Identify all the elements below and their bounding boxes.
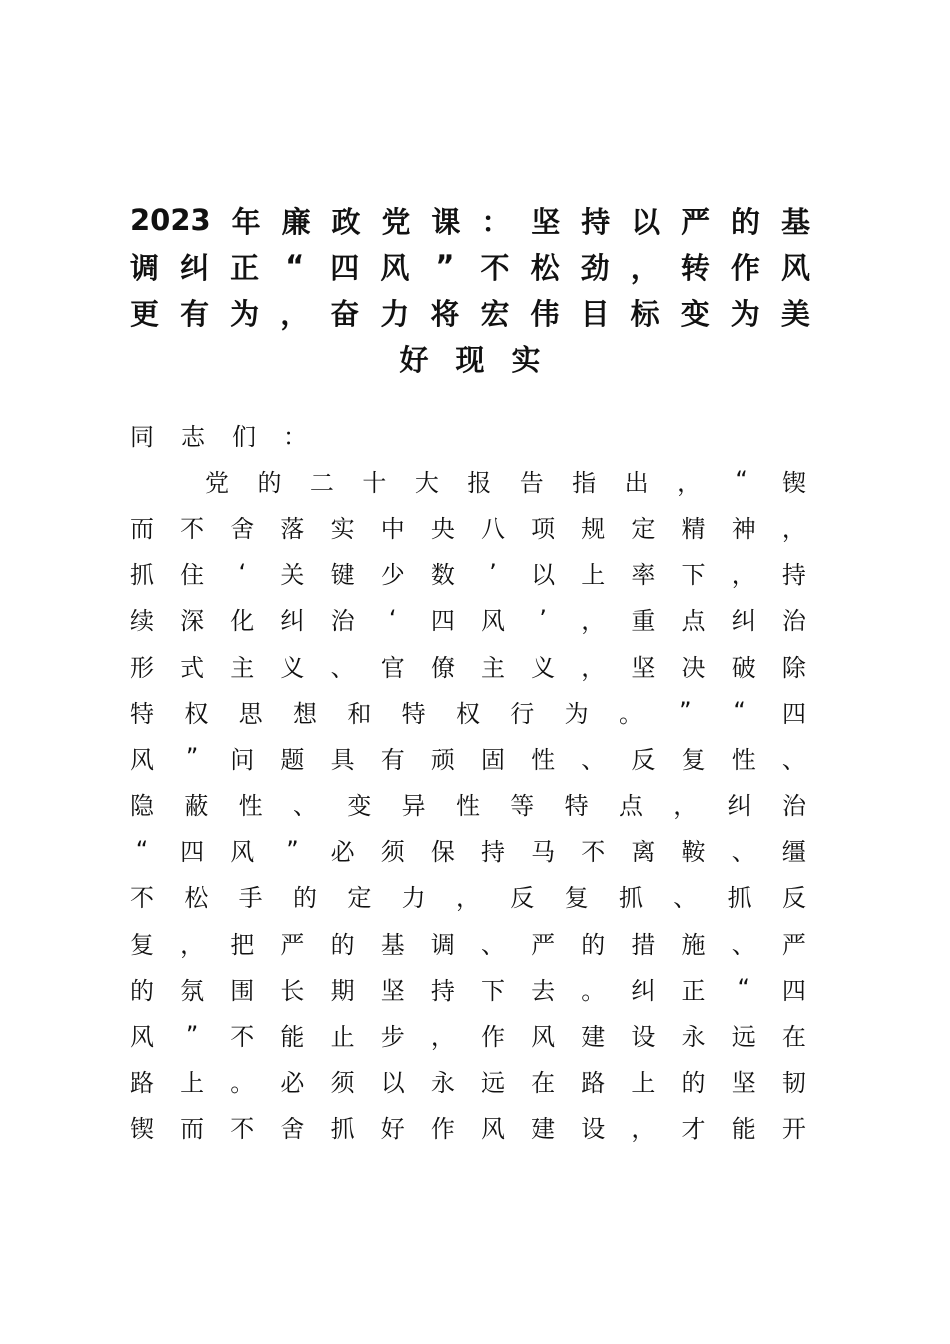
text-char: 须 [380, 838, 405, 867]
text-char: 蔽 [184, 792, 209, 821]
text-char: ’ [539, 604, 547, 633]
text-char: 围 [230, 976, 255, 1005]
text-char: 去 [531, 976, 556, 1005]
text-char: 、 [731, 930, 756, 959]
text-char: 舍 [230, 514, 255, 543]
text-char: 马 [531, 838, 556, 867]
text-char: 能 [731, 1115, 756, 1144]
text-char: 主 [480, 653, 505, 682]
text-char: 党 [381, 204, 411, 239]
text-char: 破 [731, 653, 756, 682]
text-char: 永 [430, 1069, 455, 1098]
text-char: 建 [531, 1115, 556, 1144]
text-char: 性 [731, 745, 756, 774]
text-char: 项 [531, 514, 556, 543]
text-char: 出 [624, 468, 649, 497]
text-char: 固 [480, 745, 505, 774]
text-char: 点 [681, 607, 706, 636]
text-char: 现 [455, 342, 485, 377]
text-char: ” [435, 249, 455, 283]
text-char: 才 [681, 1115, 706, 1144]
text-char: 风 [531, 1023, 556, 1052]
text-char: 而 [180, 1115, 205, 1144]
text-char: 在 [781, 1023, 806, 1052]
text-char: 持 [581, 204, 611, 239]
text-char: 主 [230, 653, 255, 682]
text-char: 的 [130, 976, 154, 1005]
text-char: 不 [230, 1023, 255, 1052]
text-char: 措 [631, 930, 656, 959]
text-char: 键 [330, 561, 355, 590]
text-char: 志 [181, 422, 205, 451]
text-char: 行 [510, 699, 535, 728]
text-char: 韧 [781, 1069, 806, 1098]
text-char: 。 [230, 1069, 255, 1098]
text-char: ， [581, 607, 606, 636]
text-char: 以 [380, 1069, 405, 1098]
text-char: 性 [455, 792, 480, 821]
document-body [130, 411, 806, 1150]
paragraph-line [130, 1104, 806, 1150]
text-char: 的 [681, 1069, 706, 1098]
text-char: 2023 [130, 203, 211, 237]
text-char: 央 [430, 514, 455, 543]
text-char: 劲 [580, 250, 610, 285]
paragraph-line [130, 919, 806, 965]
text-char: 期 [330, 976, 355, 1005]
text-char: 坚 [380, 976, 405, 1005]
text-char: “ [135, 835, 149, 864]
text-char: 纠 [631, 976, 656, 1005]
text-char: 复 [681, 745, 706, 774]
text-char: 严 [531, 930, 556, 959]
text-char: 变 [680, 296, 710, 331]
text-char: 特 [401, 699, 426, 728]
paragraph-line [130, 457, 806, 503]
text-char: 持 [480, 838, 505, 867]
text-char: ， [455, 884, 480, 913]
text-char: 、 [581, 745, 606, 774]
paragraph-line [130, 1058, 806, 1104]
text-char: 不 [581, 838, 606, 867]
text-char: 政 [331, 204, 361, 239]
text-char: 缰 [781, 838, 806, 867]
text-char: ’ [489, 558, 497, 587]
text-char: 抓 [618, 884, 643, 913]
paragraph-line [130, 596, 806, 642]
text-char: 的 [731, 204, 761, 239]
text-char: 风 [380, 250, 410, 285]
text-char: 锲 [781, 468, 806, 497]
text-char: 严 [781, 930, 806, 959]
text-char: 正 [681, 976, 706, 1005]
text-char: 。 [581, 976, 606, 1005]
text-char: “ [735, 466, 748, 495]
text-char: 、 [781, 745, 806, 774]
title-line [130, 243, 810, 289]
text-char: 告 [519, 468, 544, 497]
text-char: 、 [673, 884, 698, 913]
text-char: 有 [380, 745, 405, 774]
text-char: 少 [380, 561, 405, 590]
text-char: 远 [480, 1069, 505, 1098]
text-char: 将 [430, 296, 460, 331]
text-char: 化 [230, 607, 255, 636]
text-char: 中 [380, 514, 405, 543]
text-char: 风 [780, 250, 810, 285]
text-char: 不 [480, 250, 510, 285]
text-char: 义 [531, 653, 556, 682]
text-char: 关 [280, 561, 305, 590]
text-char: 离 [631, 838, 656, 867]
text-char: 党 [205, 468, 229, 497]
salutation [130, 411, 806, 457]
text-char: 的 [581, 930, 606, 959]
text-char: 四 [180, 838, 205, 867]
text-char: 规 [581, 514, 606, 543]
text-char: ： [283, 422, 307, 451]
text-char: ” [185, 743, 199, 772]
text-char: 建 [581, 1023, 606, 1052]
text-char: ， [630, 250, 660, 285]
text-char: 作 [480, 1023, 505, 1052]
text-char: 式 [180, 653, 205, 682]
text-char: 鞍 [681, 838, 706, 867]
text-char: ， [631, 1115, 656, 1144]
text-char: 异 [401, 792, 426, 821]
document-title [130, 197, 810, 381]
text-char: 纠 [727, 792, 752, 821]
text-char: 标 [630, 296, 660, 331]
title-line [130, 197, 810, 243]
text-char: 设 [631, 1023, 656, 1052]
text-char: 的 [292, 884, 317, 913]
text-char: 实 [511, 342, 541, 377]
text-char: 定 [631, 514, 656, 543]
text-char: 纠 [280, 607, 305, 636]
text-char: ， [581, 653, 606, 682]
text-char: 反 [510, 884, 535, 913]
text-char: 风 [480, 1115, 505, 1144]
text-char: 权 [455, 699, 480, 728]
text-char: 坚 [731, 1069, 756, 1098]
text-char: 题 [280, 745, 305, 774]
text-char: 而 [130, 514, 154, 543]
text-char: 宏 [480, 296, 510, 331]
text-char: 基 [780, 204, 810, 239]
text-char: 报 [467, 468, 492, 497]
text-char: 下 [480, 976, 505, 1005]
text-char: 抓 [330, 1115, 355, 1144]
paragraph-line [130, 642, 806, 688]
text-char: 重 [631, 607, 656, 636]
text-char: 们 [232, 422, 256, 451]
text-char: 长 [280, 976, 305, 1005]
text-char: 止 [330, 1023, 355, 1052]
text-char: 四 [781, 976, 806, 1005]
text-char: 必 [280, 1069, 305, 1098]
text-char: 治 [781, 792, 806, 821]
paragraph-line [130, 1011, 806, 1057]
text-char: 开 [781, 1115, 806, 1144]
text-char: 持 [430, 976, 455, 1005]
text-char: 严 [280, 930, 305, 959]
text-char: ： [481, 204, 511, 239]
text-char: 上 [631, 1069, 656, 1098]
text-char: 好 [380, 1115, 405, 1144]
text-char: 治 [330, 607, 355, 636]
text-char: 思 [238, 699, 263, 728]
text-char: 严 [681, 204, 711, 239]
text-char: 好 [399, 342, 429, 377]
text-char: 四 [430, 607, 455, 636]
text-char: 能 [280, 1023, 305, 1052]
text-char: 基 [380, 930, 405, 959]
text-char: 手 [238, 884, 263, 913]
text-char: 风 [230, 838, 255, 867]
text-char: 课 [431, 204, 461, 239]
text-char: 隐 [130, 792, 154, 821]
text-char: 性 [531, 745, 556, 774]
paragraph-line [130, 734, 806, 780]
text-char: 决 [681, 653, 706, 682]
text-char: 抓 [130, 561, 154, 590]
text-char: 反 [781, 884, 806, 913]
text-char: 更 [130, 296, 160, 331]
text-char: 不 [130, 884, 154, 913]
text-char: 作 [730, 250, 760, 285]
text-char: 路 [130, 1069, 154, 1098]
text-char: ” [286, 835, 299, 864]
text-char: 义 [280, 653, 305, 682]
text-char: 顽 [430, 745, 455, 774]
text-char: ， [731, 561, 756, 590]
paragraph-line [130, 965, 806, 1011]
text-char: 永 [681, 1023, 706, 1052]
text-char: 八 [480, 514, 505, 543]
text-char: 除 [781, 653, 806, 682]
text-char: 为 [730, 296, 760, 331]
text-char: 转 [680, 250, 710, 285]
text-char: 特 [130, 699, 154, 728]
paragraph-line [130, 503, 806, 549]
text-char: 大 [414, 468, 439, 497]
text-char: “ [285, 249, 305, 283]
text-char: 路 [581, 1069, 606, 1098]
text-char: ， [673, 792, 698, 821]
text-char: 不 [230, 1115, 255, 1144]
text-char: 的 [330, 930, 355, 959]
text-char: 反 [631, 745, 656, 774]
text-char: 性 [238, 792, 263, 821]
title-line [130, 289, 810, 335]
text-char: 十 [362, 468, 387, 497]
text-char: 须 [330, 1069, 355, 1098]
text-char: 问 [230, 745, 255, 774]
text-char: 不 [180, 514, 205, 543]
text-char: 施 [681, 930, 706, 959]
text-char: ， [280, 296, 310, 331]
text-char: 想 [292, 699, 317, 728]
text-char: 变 [347, 792, 372, 821]
text-char: 调 [430, 930, 455, 959]
text-char: 风 [480, 607, 505, 636]
text-char: ， [180, 930, 205, 959]
paragraph-line [130, 688, 806, 734]
text-char: 坚 [631, 653, 656, 682]
text-char: 正 [230, 250, 260, 285]
text-char: ， [677, 468, 702, 497]
text-char: 下 [681, 561, 706, 590]
text-char: 续 [130, 607, 154, 636]
paragraph-line [130, 873, 806, 919]
text-char: ” [679, 697, 692, 726]
text-char: 实 [330, 514, 355, 543]
text-char: ” [185, 1020, 199, 1049]
text-char: 等 [510, 792, 535, 821]
text-char: 把 [230, 930, 255, 959]
text-char: 作 [430, 1115, 455, 1144]
text-char: 治 [781, 607, 806, 636]
text-char: 力 [401, 884, 426, 913]
text-char: 权 [184, 699, 209, 728]
text-char: 复 [564, 884, 589, 913]
text-char: 二 [309, 468, 334, 497]
text-char: 锲 [130, 1115, 154, 1144]
text-char: ‘ [388, 604, 397, 633]
text-char: 松 [184, 884, 209, 913]
text-char: 远 [731, 1023, 756, 1052]
text-char: 调 [130, 250, 160, 285]
text-char: 力 [380, 296, 410, 331]
text-char: ， [781, 514, 806, 543]
paragraph-line [130, 550, 806, 596]
text-char: 特 [564, 792, 589, 821]
text-char: 落 [280, 514, 305, 543]
text-char: 的 [257, 468, 282, 497]
text-char: 神 [731, 514, 756, 543]
text-char: 、 [731, 838, 756, 867]
text-char: 四 [330, 250, 360, 285]
text-char: “ [733, 697, 746, 726]
text-char: 率 [631, 561, 656, 590]
text-char: 风 [130, 1023, 154, 1052]
text-char: 设 [581, 1115, 606, 1144]
text-char: 住 [180, 561, 205, 590]
text-char: 点 [618, 792, 643, 821]
text-char: 形 [130, 653, 154, 682]
text-char: 同 [130, 422, 154, 451]
text-char: 伟 [530, 296, 560, 331]
text-char: 为 [230, 296, 260, 331]
text-char: 定 [347, 884, 372, 913]
text-char: 美 [780, 296, 810, 331]
text-char: 官 [380, 653, 405, 682]
text-char: “ [737, 974, 750, 1003]
text-char: 和 [347, 699, 372, 728]
text-char: 、 [480, 930, 505, 959]
text-char: 、 [330, 653, 355, 682]
text-char: 纠 [731, 607, 756, 636]
text-char: 年 [231, 204, 261, 239]
text-char: 精 [681, 514, 706, 543]
text-char: 持 [781, 561, 806, 590]
text-char: 氛 [180, 976, 205, 1005]
text-char: 保 [430, 838, 455, 867]
text-char: 僚 [430, 653, 455, 682]
text-char: 深 [180, 607, 205, 636]
text-char: 为 [564, 699, 589, 728]
paragraph-line [130, 827, 806, 873]
text-char: ， [430, 1023, 455, 1052]
text-char: 奋 [330, 296, 360, 331]
paragraph-line [130, 781, 806, 827]
text-char: 目 [580, 296, 610, 331]
text-char: 抓 [727, 884, 752, 913]
text-char: ‘ [238, 558, 247, 587]
text-char: 数 [430, 561, 455, 590]
text-char: 四 [781, 699, 806, 728]
text-char: 上 [180, 1069, 205, 1098]
text-char: 上 [581, 561, 606, 590]
text-char: 复 [130, 930, 154, 959]
text-char: 廉 [281, 204, 311, 239]
text-char: 步 [380, 1023, 405, 1052]
title-line [130, 335, 810, 381]
text-char: 在 [531, 1069, 556, 1098]
text-char: 风 [130, 745, 154, 774]
text-char: 舍 [280, 1115, 305, 1144]
text-char: 具 [330, 745, 355, 774]
text-char: 以 [531, 561, 556, 590]
text-char: 松 [530, 250, 560, 285]
text-char: 纠 [180, 250, 210, 285]
text-char: 指 [572, 468, 597, 497]
text-char: 坚 [531, 204, 561, 239]
text-char: 有 [180, 296, 210, 331]
text-char: 。 [618, 699, 643, 728]
text-char: 、 [292, 792, 317, 821]
text-char: 以 [631, 204, 661, 239]
text-char: 必 [330, 838, 355, 867]
